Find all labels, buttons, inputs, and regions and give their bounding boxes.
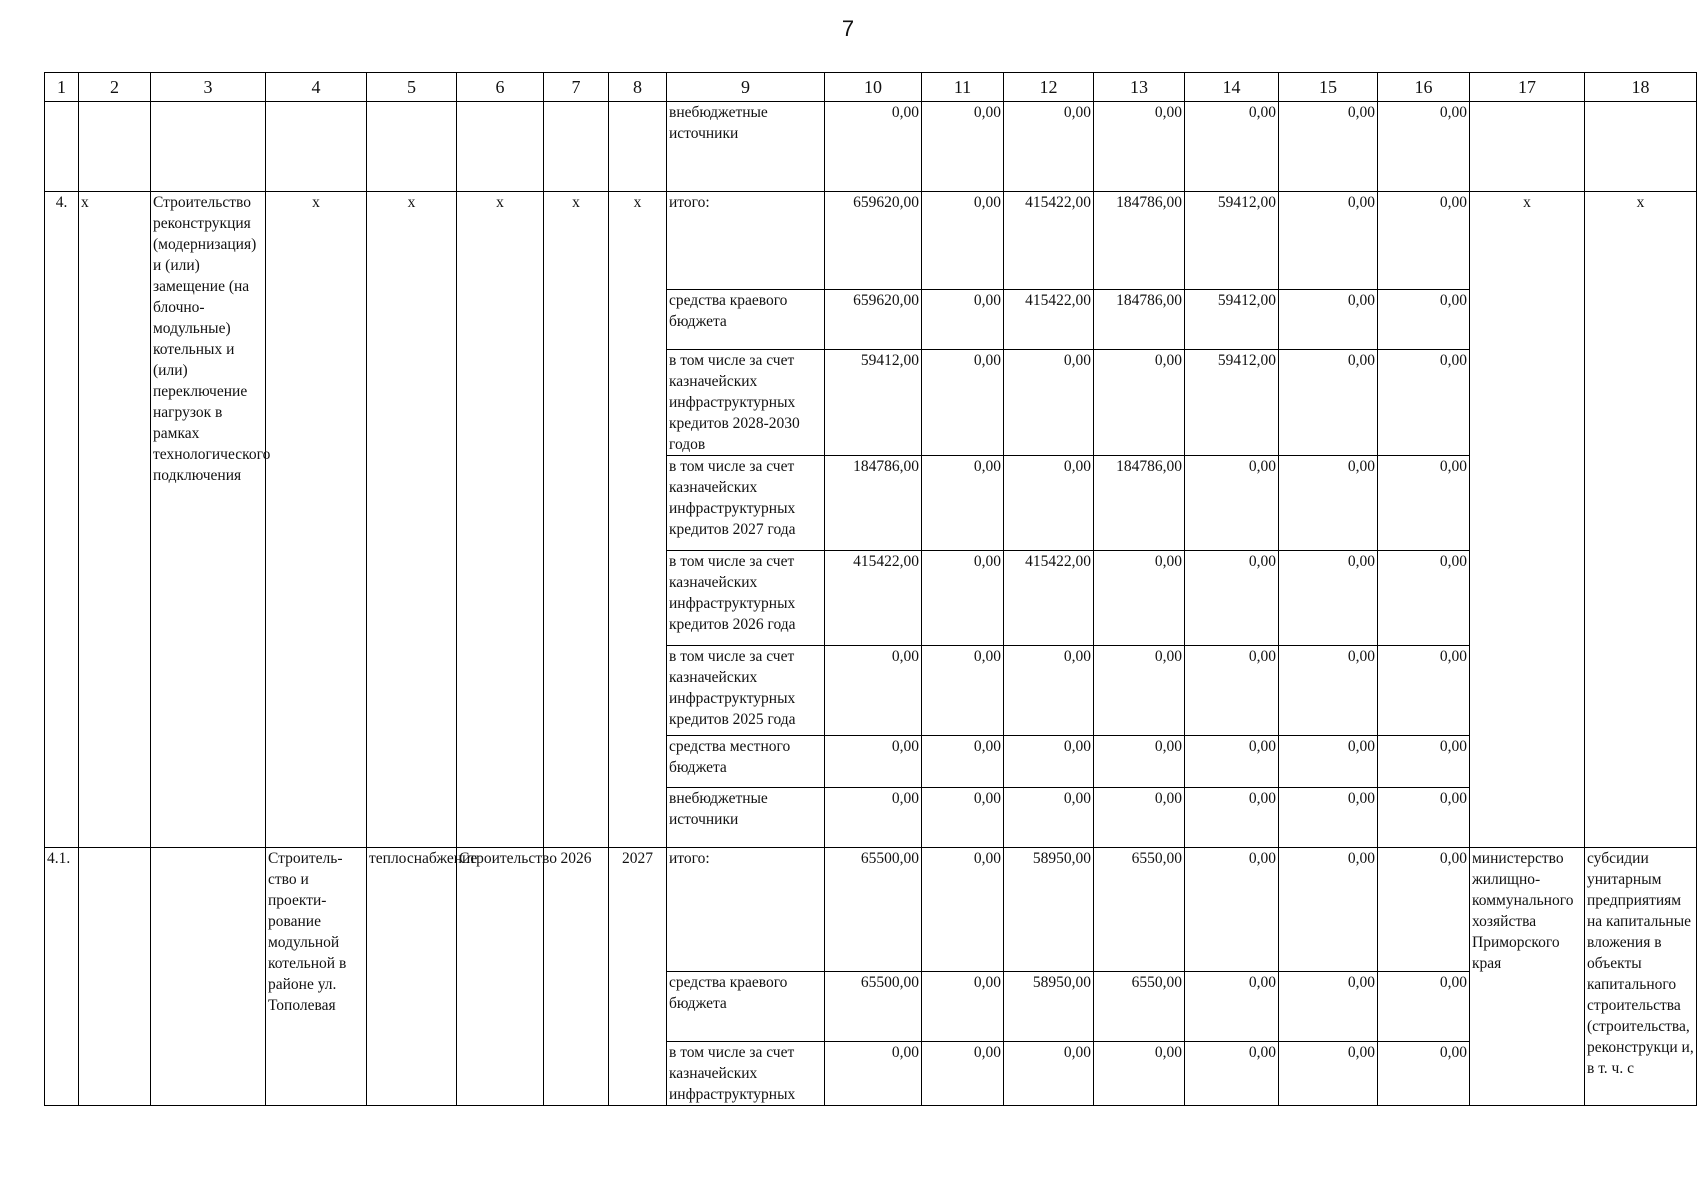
amount-col-15: 0,00: [1279, 350, 1378, 456]
funding-source: внебюджетные источники: [667, 788, 825, 848]
amount-col-11: 0,00: [922, 972, 1004, 1042]
item-number: 4.1.: [45, 848, 79, 1106]
amount-col-14: 59412,00: [1185, 192, 1279, 290]
amount-col-10: 0,00: [825, 646, 922, 736]
empty-cell-col-18: [1585, 102, 1697, 192]
amount-col-11: 0,00: [922, 102, 1004, 192]
amount-col-14: 0,00: [1185, 1042, 1279, 1106]
col-header-15: 15: [1279, 73, 1378, 102]
amount-col-14: 0,00: [1185, 456, 1279, 551]
item-name: Строительство реконструкция (модернизация) и (или) замещение (на блочно-модульные) котельных и (или) переключение нагрузок в рамках технологического подключения: [151, 192, 266, 848]
amount-col-10: 0,00: [825, 1042, 922, 1106]
item-col-4: x: [266, 192, 367, 848]
amount-col-13: 0,00: [1094, 646, 1185, 736]
amount-col-14: 0,00: [1185, 972, 1279, 1042]
col-header-5: 5: [367, 73, 457, 102]
funding-source: в том числе за счет казначейских инфраструктурных кредитов 2026 года: [667, 551, 825, 646]
col-header-2: 2: [79, 73, 151, 102]
amount-col-16: 0,00: [1378, 350, 1470, 456]
item-col-8: x: [609, 192, 667, 848]
page-number: 7: [841, 16, 855, 41]
amount-col-14: 0,00: [1185, 788, 1279, 848]
item-col-17: x: [1470, 192, 1585, 848]
amount-col-12: 415422,00: [1004, 290, 1094, 350]
amount-col-14: 0,00: [1185, 551, 1279, 646]
amount-col-15: 0,00: [1279, 972, 1378, 1042]
amount-col-13: 0,00: [1094, 350, 1185, 456]
amount-col-12: 415422,00: [1004, 551, 1094, 646]
empty-cell-col-5: [367, 102, 457, 192]
table-row: [45, 848, 1697, 972]
amount-col-13: 0,00: [1094, 788, 1185, 848]
empty-cell-col-8: [609, 102, 667, 192]
amount-col-15: 0,00: [1279, 192, 1378, 290]
col-header-13: 13: [1094, 73, 1185, 102]
amount-col-15: 0,00: [1279, 456, 1378, 551]
amount-col-11: 0,00: [922, 290, 1004, 350]
amount-col-11: 0,00: [922, 192, 1004, 290]
empty-cell-col-1: [45, 102, 79, 192]
item-col-8: 2027: [609, 848, 667, 1106]
funding-source: средства краевого бюджета: [667, 290, 825, 350]
amount-col-10: 65500,00: [825, 848, 922, 972]
amount-col-10: 659620,00: [825, 290, 922, 350]
amount-col-16: 0,00: [1378, 646, 1470, 736]
funding-source: средства местного бюджета: [667, 736, 825, 788]
amount-col-12: 0,00: [1004, 736, 1094, 788]
col-header-8: 8: [609, 73, 667, 102]
header-row: [45, 73, 1697, 102]
empty-cell-col-6: [457, 102, 544, 192]
amount-col-12: 0,00: [1004, 102, 1094, 192]
col-header-18: 18: [1585, 73, 1697, 102]
amount-col-15: 0,00: [1279, 551, 1378, 646]
amount-col-16: 0,00: [1378, 1042, 1470, 1106]
amount-col-15: 0,00: [1279, 1042, 1378, 1106]
amount-col-11: 0,00: [922, 788, 1004, 848]
amount-col-13: 0,00: [1094, 551, 1185, 646]
col-header-3: 3: [151, 73, 266, 102]
amount-col-13: 6550,00: [1094, 848, 1185, 972]
item-col-5: теплоснабжение: [367, 848, 457, 1106]
item-number: 4.: [45, 192, 79, 848]
amount-col-10: 59412,00: [825, 350, 922, 456]
amount-col-13: 184786,00: [1094, 456, 1185, 551]
empty-cell-col-4: [266, 102, 367, 192]
amount-col-12: 0,00: [1004, 456, 1094, 551]
col-header-10: 10: [825, 73, 922, 102]
col-header-1: 1: [45, 73, 79, 102]
empty-cell-col-3: [151, 102, 266, 192]
amount-col-12: 0,00: [1004, 350, 1094, 456]
item-col-5: x: [367, 192, 457, 848]
amount-col-10: 415422,00: [825, 551, 922, 646]
amount-col-10: 0,00: [825, 736, 922, 788]
amount-col-13: 6550,00: [1094, 972, 1185, 1042]
amount-col-16: 0,00: [1378, 736, 1470, 788]
amount-col-15: 0,00: [1279, 788, 1378, 848]
col-header-4: 4: [266, 73, 367, 102]
amount-col-12: 58950,00: [1004, 972, 1094, 1042]
amount-col-11: 0,00: [922, 551, 1004, 646]
amount-col-13: 0,00: [1094, 736, 1185, 788]
amount-col-15: 0,00: [1279, 736, 1378, 788]
col-header-16: 16: [1378, 73, 1470, 102]
amount-col-12: 0,00: [1004, 788, 1094, 848]
funding-source: итого:: [667, 848, 825, 972]
col-header-11: 11: [922, 73, 1004, 102]
amount-col-11: 0,00: [922, 350, 1004, 456]
funding-form: субсидии унитарным предприятиям на капитальные вложения в объекты капитального строительства (строительства, реконструкци и, в т. ч. с: [1585, 848, 1697, 1106]
item-col-7: 2026: [544, 848, 609, 1106]
amount-col-11: 0,00: [922, 456, 1004, 551]
amount-col-11: 0,00: [922, 1042, 1004, 1106]
col-header-14: 14: [1185, 73, 1279, 102]
amount-col-16: 0,00: [1378, 456, 1470, 551]
col-header-12: 12: [1004, 73, 1094, 102]
amount-col-16: 0,00: [1378, 192, 1470, 290]
amount-col-16: 0,00: [1378, 972, 1470, 1042]
amount-col-15: 0,00: [1279, 646, 1378, 736]
col-header-17: 17: [1470, 73, 1585, 102]
item-col-6: Строительство: [457, 848, 544, 1106]
empty-cell-col-2: [79, 848, 151, 1106]
funding-source: в том числе за счет казначейских инфраструктурных кредитов 2028-2030 годов: [667, 350, 825, 456]
amount-col-10: 65500,00: [825, 972, 922, 1042]
funding-source: средства краевого бюджета: [667, 972, 825, 1042]
amount-col-10: 0,00: [825, 102, 922, 192]
empty-cell-col-2: [79, 102, 151, 192]
amount-col-11: 0,00: [922, 646, 1004, 736]
amount-col-13: 184786,00: [1094, 192, 1185, 290]
item-col-18: x: [1585, 192, 1697, 848]
table-row: [45, 102, 1697, 192]
amount-col-13: 0,00: [1094, 1042, 1185, 1106]
item-col-6: x: [457, 192, 544, 848]
amount-col-14: 0,00: [1185, 736, 1279, 788]
amount-col-15: 0,00: [1279, 102, 1378, 192]
amount-col-15: 0,00: [1279, 848, 1378, 972]
empty-cell-col-7: [544, 102, 609, 192]
amount-col-16: 0,00: [1378, 551, 1470, 646]
amount-col-16: 0,00: [1378, 848, 1470, 972]
amount-col-14: 59412,00: [1185, 350, 1279, 456]
amount-col-14: 0,00: [1185, 102, 1279, 192]
col-header-6: 6: [457, 73, 544, 102]
amount-col-14: 0,00: [1185, 848, 1279, 972]
amount-col-14: 59412,00: [1185, 290, 1279, 350]
amount-col-12: 58950,00: [1004, 848, 1094, 972]
funding-source: в том числе за счет казначейских инфраструктурных кредитов 2025 года: [667, 646, 825, 736]
amount-col-16: 0,00: [1378, 102, 1470, 192]
amount-col-16: 0,00: [1378, 788, 1470, 848]
amount-col-13: 0,00: [1094, 102, 1185, 192]
amount-col-11: 0,00: [922, 736, 1004, 788]
table-row: [45, 192, 1697, 290]
funding-source: внебюджетные источники: [667, 102, 825, 192]
amount-col-13: 184786,00: [1094, 290, 1185, 350]
amount-col-10: 659620,00: [825, 192, 922, 290]
funding-source: в том числе за счет казначейских инфраструктурных кредитов 2027 года: [667, 456, 825, 551]
item-col-2: x: [79, 192, 151, 848]
empty-cell-col-17: [1470, 102, 1585, 192]
amount-col-14: 0,00: [1185, 646, 1279, 736]
responsible-executor: министерство жилищно-коммунального хозяйства Приморского края: [1470, 848, 1585, 1106]
col-header-7: 7: [544, 73, 609, 102]
amount-col-10: 0,00: [825, 788, 922, 848]
item-col-7: x: [544, 192, 609, 848]
funding-source: итого:: [667, 192, 825, 290]
col-header-9: 9: [667, 73, 825, 102]
budget-table: [44, 72, 1697, 1106]
amount-col-10: 184786,00: [825, 456, 922, 551]
funding-source: в том числе за счет казначейских инфраструктурных: [667, 1042, 825, 1106]
amount-col-12: 0,00: [1004, 1042, 1094, 1106]
amount-col-12: 0,00: [1004, 646, 1094, 736]
amount-col-11: 0,00: [922, 848, 1004, 972]
amount-col-12: 415422,00: [1004, 192, 1094, 290]
empty-cell-col-3: [151, 848, 266, 1106]
amount-col-16: 0,00: [1378, 290, 1470, 350]
item-name: Строитель-ство и проекти-рование модульной котельной в районе ул. Тополевая: [266, 848, 367, 1106]
amount-col-15: 0,00: [1279, 290, 1378, 350]
